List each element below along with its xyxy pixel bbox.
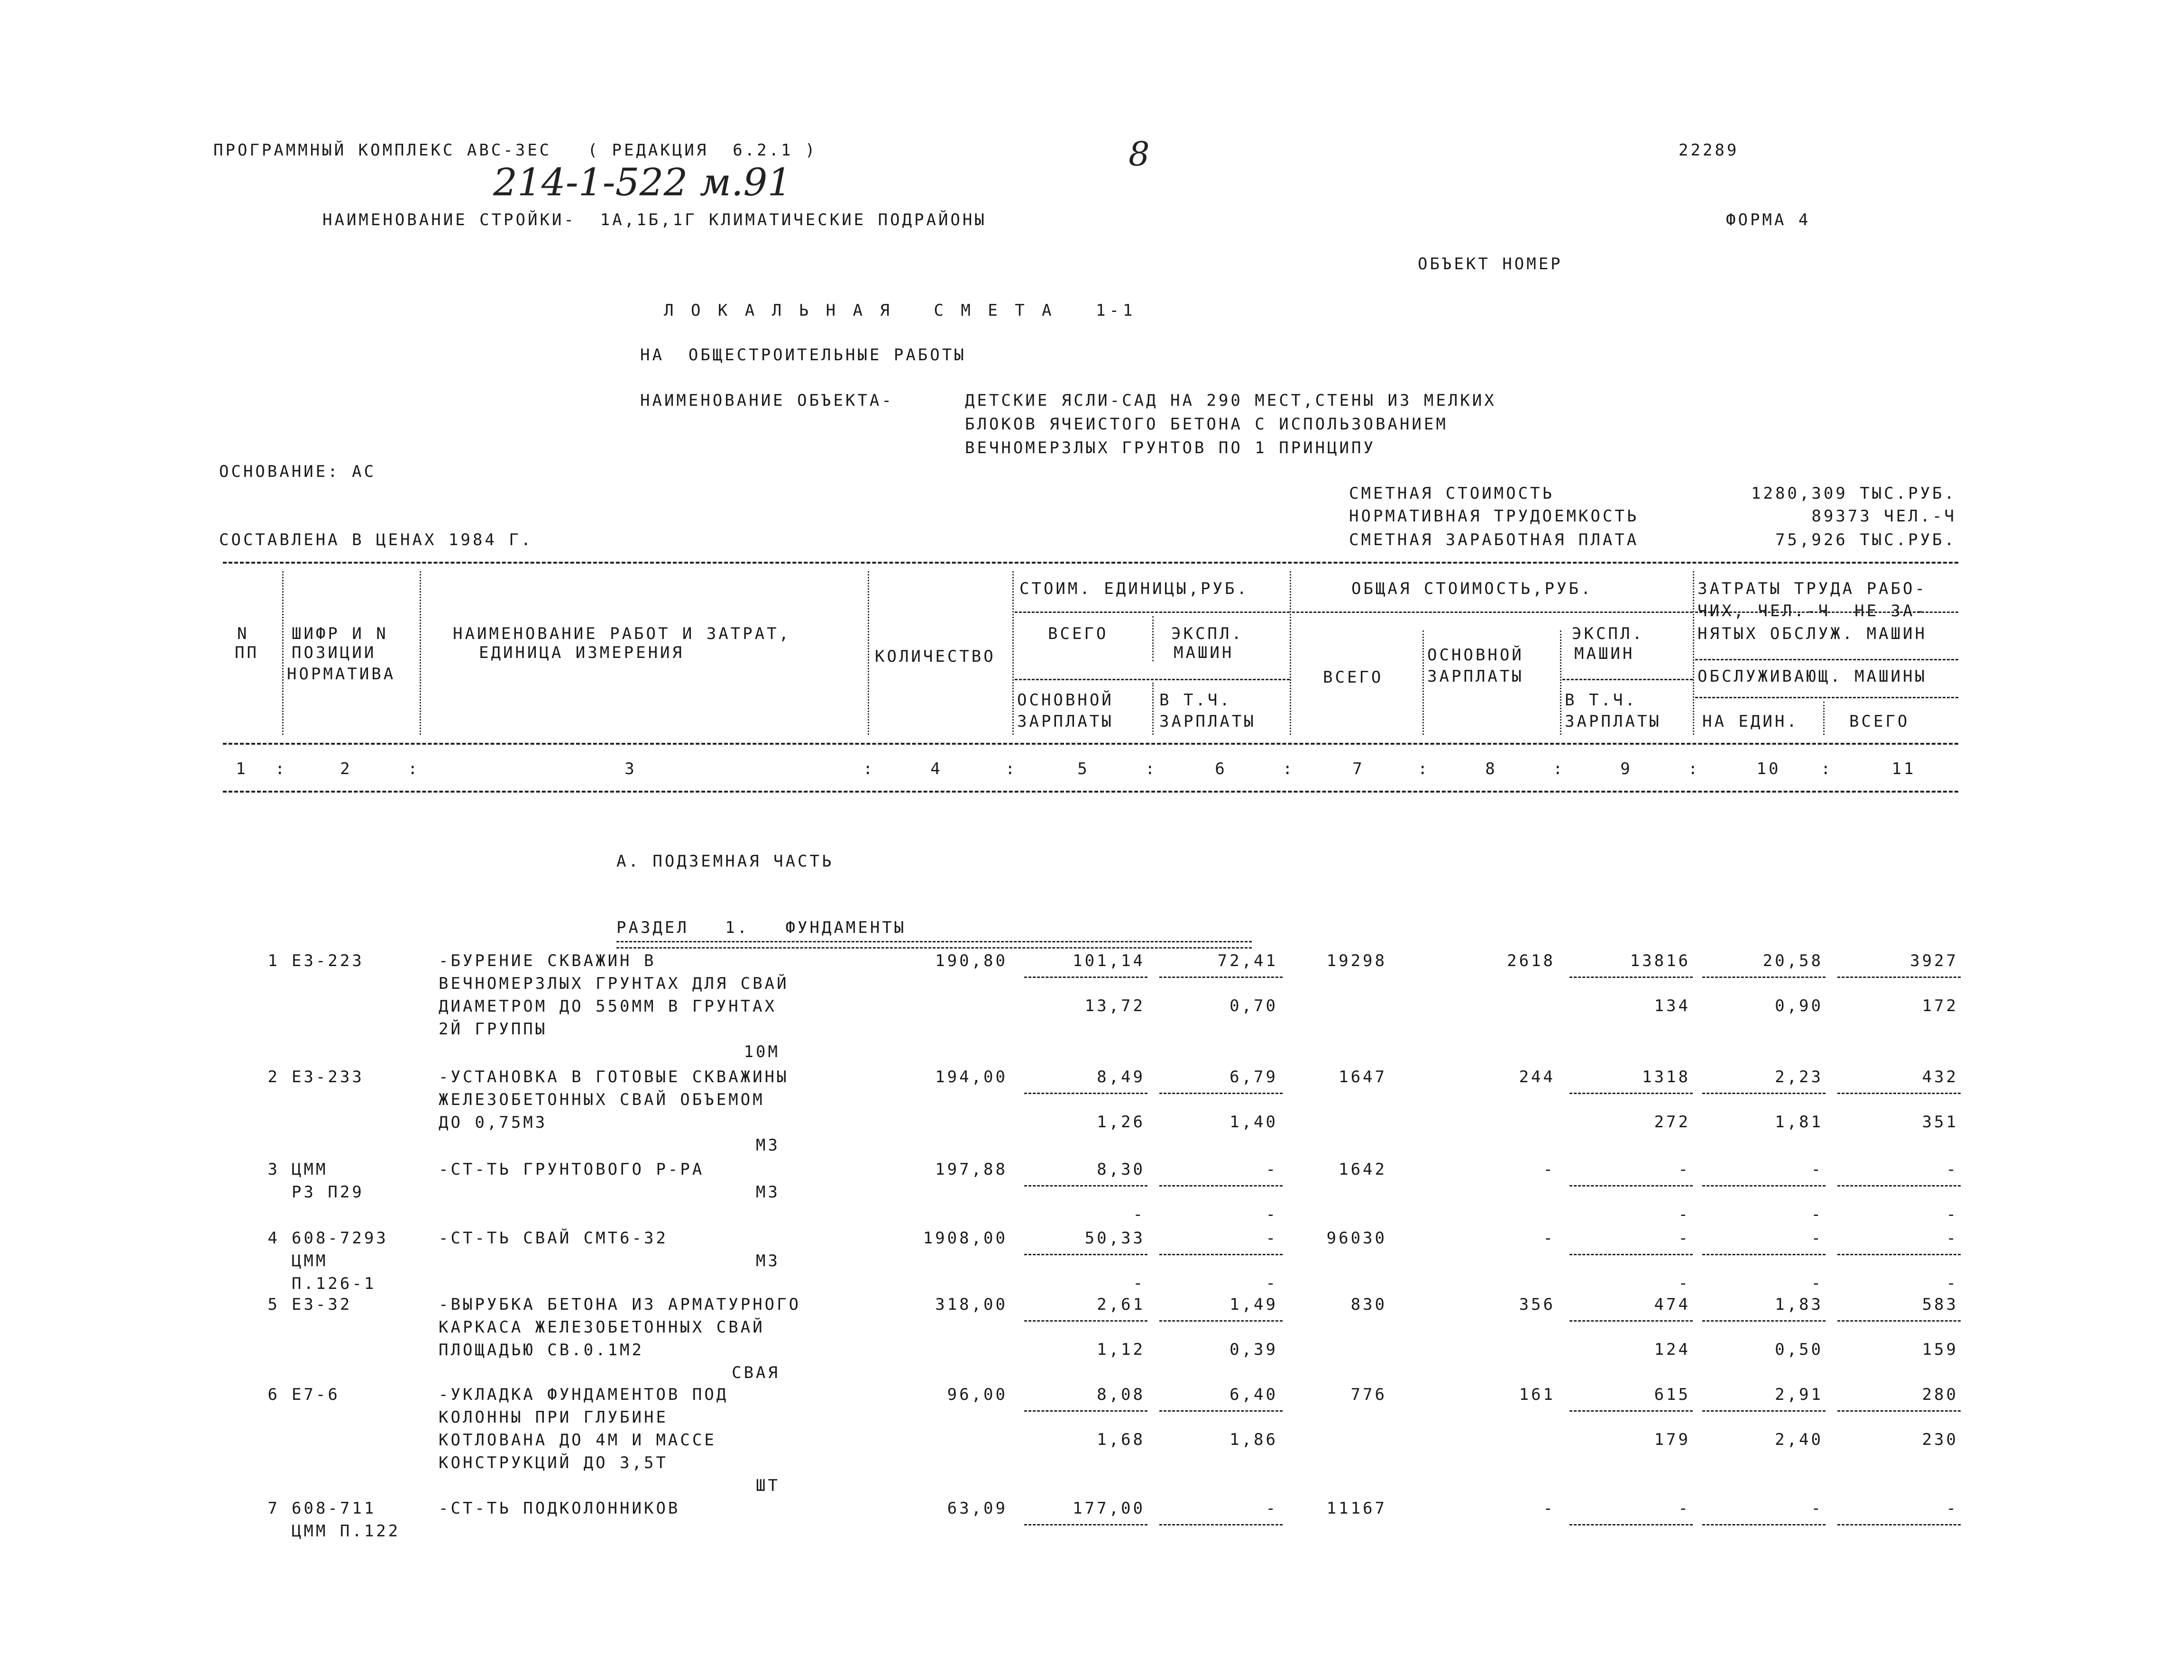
row-code: 608-7293 [292, 1229, 388, 1248]
row-name-line: ЖЕЛЕЗОБЕТОННЫХ СВАЙ ОБЪЕМОМ [439, 1090, 765, 1109]
row-unit-wage: 13,72 [1084, 996, 1145, 1015]
row-total-wage: 2618 [1507, 951, 1555, 970]
row-quantity: 194,00 [935, 1068, 1008, 1087]
row-labor-unit: 1,83 [1775, 1295, 1823, 1314]
row-code: РЗ П29 [292, 1183, 364, 1202]
object-line-1: ДЕТСКИЕ ЯСЛИ-САД НА 290 МЕСТ,СТЕНЫ ИЗ МЕЛКИХ [965, 391, 1496, 410]
row-labor-total-2: 159 [1922, 1340, 1958, 1359]
header-quantity: КОЛИЧЕСТВО [875, 647, 996, 666]
header-unit-machine-1: ЭКСПЛ. [1171, 624, 1244, 643]
object-number: ОБЪЕКТ НОМЕР [1418, 255, 1563, 274]
header-total-incl-1: В Т.Ч. [1565, 691, 1637, 710]
header-total-machine-2: МАШИН [1574, 644, 1635, 663]
header-labor-4: ОБСЛУЖИВАЮЩ. МАШИНЫ [1698, 667, 1927, 686]
program-line: ПРОГРАММНЫЙ КОМПЛЕКС АВС-3ЕС ( РЕДАКЦИЯ 6.2.1 ) [213, 141, 817, 160]
object-label: НАИМЕНОВАНИЕ ОБЪЕКТА- [640, 391, 894, 410]
row-unit: ШТ [756, 1476, 780, 1495]
row-total-machine: - [1678, 1229, 1690, 1248]
header-total-wage-2: ЗАРПЛАТЫ [1427, 667, 1524, 686]
summary-cost-label: СМЕТНАЯ СТОИМОСТЬ [1349, 484, 1554, 503]
row-total-machine: - [1678, 1499, 1690, 1518]
row-unit-incl: 0,39 [1230, 1340, 1278, 1359]
row-number: 3 [267, 1160, 280, 1179]
row-total-wage: 161 [1519, 1385, 1555, 1404]
col-num-9: 9 [1620, 759, 1633, 778]
row-labor-unit: 2,91 [1775, 1385, 1823, 1404]
row-name-line: -СТ-ТЬ ПОДКОЛОННИКОВ [439, 1499, 680, 1518]
summary-labor-label: НОРМАТИВНАЯ ТРУДОЕМКОСТЬ [1349, 507, 1639, 526]
row-total-machine: 1318 [1642, 1068, 1690, 1087]
header-pp: ПП [235, 643, 259, 662]
row-labor-unit-2: 1,81 [1775, 1113, 1823, 1132]
row-labor-total-2: - [1946, 1205, 1958, 1224]
row-number: 5 [267, 1295, 280, 1314]
row-code: ЕЗ-233 [292, 1068, 364, 1087]
document-number: 22289 [1679, 141, 1739, 160]
summary-wage-value: 75,926 ТЫС.РУБ. [1775, 530, 1956, 549]
row-unit-machine: 6,40 [1230, 1385, 1278, 1404]
row-unit-total: 50,33 [1084, 1229, 1145, 1248]
header-total-all: ВСЕГО [1323, 668, 1384, 687]
row-labor-total: - [1946, 1229, 1958, 1248]
estimate-subtitle: НА ОБЩЕСТРОИТЕЛЬНЫЕ РАБОТЫ [640, 346, 966, 365]
row-unit: 10М [743, 1042, 780, 1061]
row-name-line: -СТ-ТЬ СВАЙ СМТ6-32 [439, 1229, 668, 1248]
row-number: 1 [267, 951, 280, 970]
section-heading: РАЗДЕЛ 1. ФУНДАМЕНТЫ [616, 918, 907, 937]
header-mid-rule [223, 743, 1958, 745]
col-num-1: 1 [236, 759, 248, 778]
summary-wage-label: СМЕТНАЯ ЗАРАБОТНАЯ ПЛАТА [1349, 530, 1639, 549]
row-quantity: 197,88 [935, 1160, 1008, 1179]
header-labor-total: ВСЕГО [1849, 712, 1910, 731]
row-name-line: ВЕЧНОМЕРЗЛЫХ ГРУНТАХ ДЛЯ СВАЙ [439, 974, 789, 993]
header-cipher-2: ПОЗИЦИИ [292, 643, 376, 662]
row-unit-wage: - [1133, 1205, 1145, 1224]
row-labor-unit-2: - [1811, 1205, 1823, 1224]
row-total-incl: 179 [1654, 1430, 1690, 1449]
row-labor-unit-2: - [1811, 1274, 1823, 1293]
row-quantity: 63,09 [947, 1499, 1008, 1518]
row-number: 2 [267, 1068, 280, 1087]
row-name-line: -УСТАНОВКА В ГОТОВЫЕ СКВАЖИНЫ [439, 1068, 789, 1087]
header-name-2: ЕДИНИЦА ИЗМЕРЕНИЯ [479, 643, 684, 662]
row-labor-unit-2: 2,40 [1775, 1430, 1823, 1449]
row-total-incl: - [1678, 1274, 1690, 1293]
row-unit: М3 [756, 1183, 780, 1202]
row-name-line: -УКЛАДКА ФУНДАМЕНТОВ ПОД [439, 1385, 729, 1404]
part-heading: А. ПОДЗЕМНАЯ ЧАСТЬ [616, 852, 834, 871]
row-total-wage: - [1543, 1499, 1555, 1518]
col-num-3: 3 [624, 759, 637, 778]
row-unit-incl: 0,70 [1230, 996, 1278, 1015]
row-code: 608-711 [292, 1499, 376, 1518]
col-num-11: 11 [1891, 759, 1916, 778]
header-labor-2: ЧИХ, ЧЕЛ.-Ч НЕ ЗА- [1698, 602, 1927, 621]
row-total-incl: 134 [1654, 996, 1690, 1015]
row-quantity: 318,00 [935, 1295, 1008, 1314]
row-unit-wage: 1,68 [1097, 1430, 1145, 1449]
header-unit-incl-1: В Т.Ч. [1159, 691, 1232, 710]
row-unit-machine: - [1266, 1499, 1278, 1518]
header-unit-cost: СТОИМ. ЕДИНИЦЫ,РУБ. [1019, 579, 1249, 598]
basis-label: ОСНОВАНИЕ: АС [219, 462, 376, 481]
col-num-6: 6 [1215, 759, 1227, 778]
row-total-wage: - [1543, 1160, 1555, 1179]
row-name-line: -ВЫРУБКА БЕТОНА ИЗ АРМАТУРНОГО [439, 1295, 801, 1314]
row-quantity: 1908,00 [923, 1229, 1008, 1248]
row-total-incl: - [1678, 1205, 1690, 1224]
col-num-8: 8 [1485, 759, 1497, 778]
col-num-7: 7 [1352, 759, 1365, 778]
row-unit-wage: - [1133, 1274, 1145, 1293]
row-unit-incl: 1,40 [1230, 1113, 1278, 1132]
section-underline [616, 941, 1252, 949]
row-name-line: ДО 0,75М3 [439, 1113, 548, 1132]
row-labor-total: - [1946, 1160, 1958, 1179]
header-bottom-rule [223, 791, 1958, 793]
object-line-2: БЛОКОВ ЯЧЕИСТОГО БЕТОНА С ИСПОЛЬЗОВАНИЕМ [965, 415, 1448, 434]
row-quantity: 96,00 [947, 1385, 1008, 1404]
row-labor-unit: - [1811, 1499, 1823, 1518]
row-labor-total-2: 351 [1922, 1113, 1958, 1132]
row-name-line: ПЛОЩАДЬЮ СВ.0.1М2 [439, 1341, 644, 1360]
header-top-rule [223, 562, 1958, 564]
row-unit-total: 8,49 [1097, 1068, 1145, 1087]
handwritten-page-number: 8 [1129, 135, 1150, 173]
col-num-4: 4 [930, 759, 943, 778]
row-unit-machine: - [1266, 1229, 1278, 1248]
row-number: 7 [267, 1499, 280, 1518]
row-total-machine: 615 [1654, 1385, 1690, 1404]
row-total-wage: - [1543, 1229, 1555, 1248]
object-line-3: ВЕЧНОМЕРЗЛЫХ ГРУНТОВ ПО 1 ПРИНЦИПУ [965, 438, 1376, 457]
row-unit-incl: - [1266, 1205, 1278, 1224]
prices-label: СОСТАВЛЕНА В ЦЕНАХ 1984 Г. [219, 530, 533, 549]
form-label: ФОРМА 4 [1726, 210, 1811, 229]
row-unit-total: 101,14 [1073, 951, 1145, 970]
row-total-machine: 474 [1654, 1295, 1690, 1314]
row-total-wage: 244 [1519, 1068, 1555, 1087]
row-labor-unit: - [1811, 1160, 1823, 1179]
row-code: ЦММ [292, 1160, 328, 1179]
row-labor-total-2: - [1946, 1274, 1958, 1293]
row-total: 19298 [1326, 951, 1387, 970]
row-unit: М3 [756, 1251, 780, 1270]
row-total-machine: 13816 [1630, 951, 1690, 970]
row-labor-unit: 2,23 [1775, 1068, 1823, 1087]
header-total-wage-1: ОСНОВНОЙ [1427, 646, 1524, 665]
row-unit-incl: - [1266, 1274, 1278, 1293]
row-unit-machine: 6,79 [1230, 1068, 1278, 1087]
row-number: 6 [267, 1385, 280, 1404]
row-code: ЕЗ-223 [292, 951, 364, 970]
header-labor-unit: НА ЕДИН. [1702, 712, 1799, 731]
row-total-machine: - [1678, 1160, 1690, 1179]
header-unit-machine-2: МАШИН [1174, 643, 1234, 662]
row-total-incl: 124 [1654, 1340, 1690, 1359]
row-code: П.126-1 [292, 1274, 376, 1293]
row-total: 830 [1350, 1295, 1387, 1314]
row-name-line: -СТ-ТЬ ГРУНТОВОГО Р-РА [439, 1160, 705, 1179]
row-name-line: ДИАМЕТРОМ ДО 550ММ В ГРУНТАХ [439, 997, 777, 1016]
row-total: 96030 [1326, 1229, 1387, 1248]
row-unit-incl: 1,86 [1230, 1430, 1278, 1449]
row-labor-total: 583 [1922, 1295, 1958, 1314]
summary-labor-value: 89373 ЧЕЛ.-Ч [1811, 507, 1956, 526]
row-unit-total: 8,30 [1097, 1160, 1145, 1179]
row-total: 776 [1350, 1385, 1387, 1404]
estimate-title: Л О К А Л Ь Н А Я С М Е Т А 1-1 [664, 301, 1137, 320]
row-name-line: 2Й ГРУППЫ [439, 1020, 548, 1039]
row-unit-total: 8,08 [1097, 1385, 1145, 1404]
row-labor-total-2: 230 [1922, 1430, 1958, 1449]
col-num-2: 2 [340, 759, 352, 778]
row-unit-wage: 1,26 [1097, 1113, 1145, 1132]
row-total: 1647 [1339, 1068, 1387, 1087]
header-labor-1: ЗАТРАТЫ ТРУДА РАБО- [1698, 579, 1927, 598]
row-code: ЕЗ-32 [292, 1295, 352, 1314]
header-cipher-3: НОРМАТИВА [287, 665, 396, 684]
row-labor-total: 280 [1922, 1385, 1958, 1404]
row-unit: СВАЯ [732, 1363, 780, 1382]
row-total-wage: 356 [1519, 1295, 1555, 1314]
header-name-1: НАИМЕНОВАНИЕ РАБОТ И ЗАТРАТ, [453, 624, 791, 643]
row-total: 11167 [1326, 1499, 1387, 1518]
row-code: Е7-6 [292, 1385, 340, 1404]
row-labor-total: 432 [1922, 1068, 1958, 1087]
header-cipher-1: ШИФР И N [292, 624, 388, 643]
col-num-10: 10 [1756, 759, 1781, 778]
summary-cost-value: 1280,309 ТЫС.РУБ. [1751, 484, 1956, 503]
construction-name: НАИМЕНОВАНИЕ СТРОЙКИ- 1А,1Б,1Г КЛИМАТИЧЕСКИЕ ПОДРАЙОНЫ [322, 210, 987, 229]
header-unit-total: ВСЕГО [1048, 624, 1109, 643]
row-unit-total: 177,00 [1073, 1499, 1145, 1518]
col-num-5: 5 [1077, 759, 1090, 778]
row-total: 1642 [1339, 1160, 1387, 1179]
row-unit-machine: - [1266, 1160, 1278, 1179]
row-unit-machine: 1,49 [1230, 1295, 1278, 1314]
header-unit-wage-2: ЗАРПЛАТЫ [1017, 712, 1114, 731]
header-n: N [237, 624, 249, 643]
row-number: 4 [267, 1229, 280, 1248]
row-labor-unit-2: 0,50 [1775, 1340, 1823, 1359]
row-labor-total: 3927 [1910, 951, 1958, 970]
row-unit-wage: 1,12 [1097, 1340, 1145, 1359]
header-total-machine-1: ЭКСПЛ. [1572, 624, 1644, 643]
row-name-line: КОНСТРУКЦИЙ ДО 3,5Т [439, 1453, 668, 1472]
row-name-line: КАРКАСА ЖЕЛЕЗОБЕТОННЫХ СВАЙ [439, 1318, 765, 1337]
row-labor-unit: - [1811, 1229, 1823, 1248]
row-labor-unit: 20,58 [1762, 951, 1823, 970]
row-name-line: КОТЛОВАНА ДО 4М И МАССЕ [439, 1431, 716, 1450]
row-unit-total: 2,61 [1097, 1295, 1145, 1314]
row-name-line: КОЛОННЫ ПРИ ГЛУБИНЕ [439, 1408, 668, 1427]
row-code: ЦММ [292, 1251, 328, 1270]
row-unit-machine: 72,41 [1217, 951, 1278, 970]
row-unit: М3 [756, 1136, 780, 1155]
header-total-incl-2: ЗАРПЛАТЫ [1565, 712, 1661, 731]
header-labor-3: НЯТЫХ ОБСЛУЖ. МАШИН [1698, 624, 1927, 643]
row-name-line: -БУРЕНИЕ СКВАЖИН В [439, 951, 656, 970]
header-total-cost: ОБЩАЯ СТОИМОСТЬ,РУБ. [1351, 579, 1593, 598]
row-labor-unit-2: 0,90 [1775, 996, 1823, 1015]
row-labor-total: - [1946, 1499, 1958, 1518]
header-unit-incl-2: ЗАРПЛАТЫ [1159, 712, 1256, 731]
row-quantity: 190,80 [935, 951, 1008, 970]
row-labor-total-2: 172 [1922, 996, 1958, 1015]
header-unit-wage-1: ОСНОВНОЙ [1017, 691, 1114, 710]
row-total-incl: 272 [1654, 1113, 1690, 1132]
row-code: ЦММ П.122 [292, 1522, 401, 1541]
handwritten-reference: 214-1-522 м.91 [493, 160, 792, 204]
